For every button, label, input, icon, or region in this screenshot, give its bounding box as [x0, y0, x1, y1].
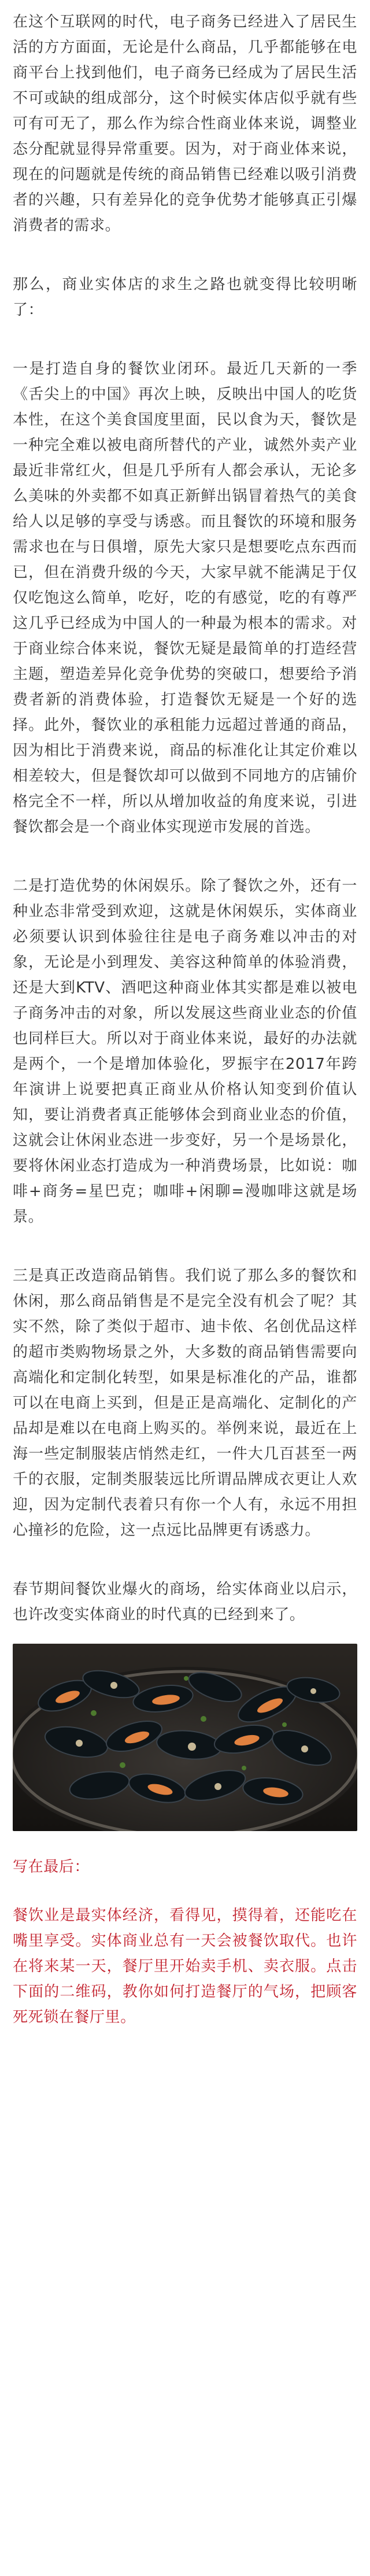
- paragraph-intro: 在这个互联网的时代，电子商务已经进入了居民生活的方方面面，无论是什么商品，几乎都能够在电商平台上找到他们，电子商务已经成为了居民生活不可或缺的组成部分，这个时候实体店似乎就有些可有可无了，那么作为综合性商业体来说，调整业态分配就显得异常重要。因为，对于商业体来说，现在的问题就是传统的商品销售已经难以吸引消费者的兴趣，只有差异化的竞争优势才能够真正引爆消费者的需求。: [13, 13, 357, 234]
- paragraph-point-one: 一是打造自身的餐饮业闭环。最近几天新的一季《舌尖上的中国》再次上映，反映出中国人的吃货本性，在这个美食国度里面，民以食为天，餐饮是一种完全难以被电商所替代的产业，诚然外卖产业最近非常红火，但是几乎所有人都会承认，无论多么美味的外卖都不如真正新鲜出锅冒着热气的美食给人以足够的享受与诱惑。而且餐饮的环境和服务需求也在与日俱增，原先大家只是想要吃点东西而已，但在消费升级的今天，大家早就不能满足于仅仅吃饱这么简单，吃好，吃的有感觉，吃的有尊严这几乎已经成为中国人的一种最为根本的需求。对于商业综合体来说，餐饮无疑是最简单的打造经营主题，塑造差异化竞争优势的突破口，想要给予消费者新的消费体验，打造餐饮无疑是一个好的选择。此外，餐饮业的承租能力远超过普通的商品，因为相比于消费来说，商品的标准化让其定价难以相差较大，但是餐饮却可以做到不同地方的店铺价格完全不一样，所以从增加收益的角度来说，引进餐饮都会是一个商业体实现逆市发展的首选。: [13, 360, 357, 836]
- food-photo: [13, 1644, 357, 1831]
- closing-text: 餐饮业是最实体经济，看得见，摸得着，还能吃在嘴里享受。实体商业总有一天会被餐饮取代。也许在将来某一天，餐厅里开始卖手机、卖衣服。点击下面的二维码，教你如何打造餐厅的气场，把顾客死死锁在餐厅里。: [13, 1907, 357, 2026]
- paragraph-transition: 那么，商业实体店的求生之路也就变得比较明晰了：: [13, 276, 357, 319]
- paragraph-point-two: 二是打造优势的休闲娱乐。除了餐饮之外，还有一种业态非常受到欢迎，这就是休闲娱乐，实体商业必须要认识到体验往往是电子商务难以冲击的对象，无论是小到理发、美容这种简单的体验消费，还是大到KTV、酒吧这种商业体其实都是难以被电子商务冲击的对象，所以发展这些商业业态的价值也同样巨大。所以对于商业体来说，最好的办法就是两个，一个是增加体验化，罗振宇在2017年跨年演讲上说要把真正商业从价格认知变到价值认知，要让消费者真正能够体会到商业业态的价值，这就会让休闲业态进一步变好，另一个是场景化，要将休闲业态打造成为一种消费场景，比如说：咖啡+商务=星巴克；咖啡+闲聊=漫咖啡这就是场景。: [13, 877, 357, 1226]
- paragraph-point-three: 三是真正改造商品销售。我们说了那么多的餐饮和休闲，那么商品销售是不是完全没有机会了呢？其实不然，除了类似于超市、迪卡侬、名创优品这样的超市类购物场景之外，大多数的商品销售需要向高端化和定制化转型，如果是标准化的产品，谁都可以在电商上买到，但是正是高端化、定制化的产品却是难以在电商上购买的。举例来说，最近在上海一些定制服装店悄然走红，一件大几百甚至一两千的衣服，定制类服装远比所谓品牌成衣更让人欢迎，因为定制代表着只有你一个人有，永远不用担心撞衫的危险，这一点远比品牌更有诱惑力。: [13, 1267, 357, 1539]
- paragraph-conclusion: 春节期间餐饮业爆火的商场，给实体商业以启示，也许改变实体商业的时代真的已经到来了。: [13, 1581, 357, 1623]
- closing-heading: 写在最后：: [13, 1858, 90, 1876]
